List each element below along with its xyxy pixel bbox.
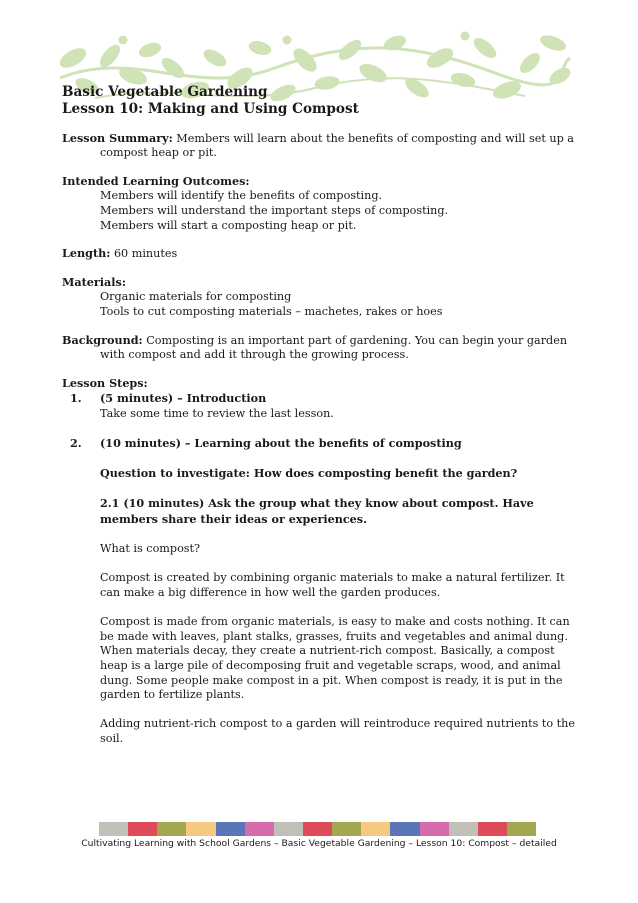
- step-sub-heading: 2.1 (10 minutes) Ask the group what they know about compost. Have members share their ideas or experiences.: [100, 496, 534, 527]
- learning-outcomes: [62, 174, 582, 233]
- step-number: 2.: [70, 436, 82, 451]
- step-paragraph: Compost is created by combining organic materials to make a natural fertilizer. It can make a big difference in how well the garden produces.: [100, 571, 565, 600]
- outcome-item: Members will understand the important steps of composting.: [100, 203, 449, 217]
- color-swatch: [303, 822, 332, 836]
- color-swatch: [274, 822, 303, 836]
- color-swatch: [157, 822, 186, 836]
- background: [62, 333, 582, 363]
- material-item: Tools to cut composting materials – machetes, rakes or hoes: [100, 304, 443, 318]
- outcomes-label: Intended Learning Outcomes:: [62, 173, 250, 188]
- step-question: Question to investigate: How does composting benefit the garden?: [100, 466, 518, 481]
- length-label: Length:: [62, 246, 111, 261]
- color-swatch: [216, 822, 245, 836]
- color-swatch: [361, 822, 390, 836]
- step-paragraph: Compost is made from organic materials, is easy to make and costs nothing. It can be made with leaves, plant stalks, grasses, fruits and vegetables and animal dung. When materials decay, they create a nutrient-rich compost. Basically, a compost heap is a large pile of decomposing fruit and vegetable scraps, wood, and animal dung. Some people make compost in a pit. When compost is ready, it is put in the garden to fertilize plants.: [100, 615, 570, 702]
- color-swatch: [332, 822, 361, 836]
- footer-color-bar: [99, 822, 536, 836]
- step-heading: (5 minutes) – Introduction: [100, 391, 267, 406]
- lesson-length: [62, 246, 582, 262]
- lesson-steps: [62, 376, 582, 747]
- color-swatch: [245, 822, 274, 836]
- materials: [62, 275, 582, 320]
- outcome-item: Members will identify the benefits of composting.: [100, 189, 383, 203]
- title-line-1: Basic Vegetable Gardening: [62, 84, 268, 100]
- step-paragraph: What is compost?: [100, 542, 201, 556]
- step-paragraph: Adding nutrient-rich compost to a garden will reintroduce required nutrients to the soil.: [100, 717, 575, 745]
- color-swatch: [390, 822, 419, 836]
- length-text: 60 minutes: [113, 247, 178, 261]
- lesson-summary: [62, 131, 582, 161]
- lesson-document: [62, 84, 582, 747]
- color-swatch: [449, 822, 478, 836]
- step-2: [62, 436, 582, 746]
- material-item: Organic materials for composting: [100, 290, 292, 304]
- step-heading: (10 minutes) – Learning about the benefits of composting: [100, 436, 462, 451]
- summary-label: Lesson Summary:: [62, 130, 173, 145]
- summary-text: Members will learn about the benefits of composting and will set up a compost heap or pit.: [100, 131, 574, 160]
- step-number: 1.: [70, 391, 82, 406]
- background-label: Background:: [62, 332, 143, 347]
- background-text: Composting is an important part of gardening. You can begin your garden with compost and add it through the growing process.: [100, 333, 568, 362]
- document-title: [62, 84, 582, 118]
- color-swatch: [99, 822, 128, 836]
- steps-label: Lesson Steps:: [62, 375, 148, 390]
- page-footer: Cultivating Learning with School Gardens – Basic Vegetable Gardening – Lesson 10: Compost – detailed: [81, 838, 557, 849]
- color-swatch: [507, 822, 536, 836]
- step-1: [62, 391, 582, 421]
- step-text: Take some time to review the last lesson.: [100, 406, 334, 420]
- outcome-item: Members will start a composting heap or pit.: [100, 218, 357, 232]
- color-swatch: [186, 822, 215, 836]
- color-swatch: [478, 822, 507, 836]
- materials-label: Materials:: [62, 274, 126, 289]
- color-swatch: [420, 822, 449, 836]
- title-line-2: Lesson 10: Making and Using Compost: [62, 100, 359, 117]
- color-swatch: [128, 822, 157, 836]
